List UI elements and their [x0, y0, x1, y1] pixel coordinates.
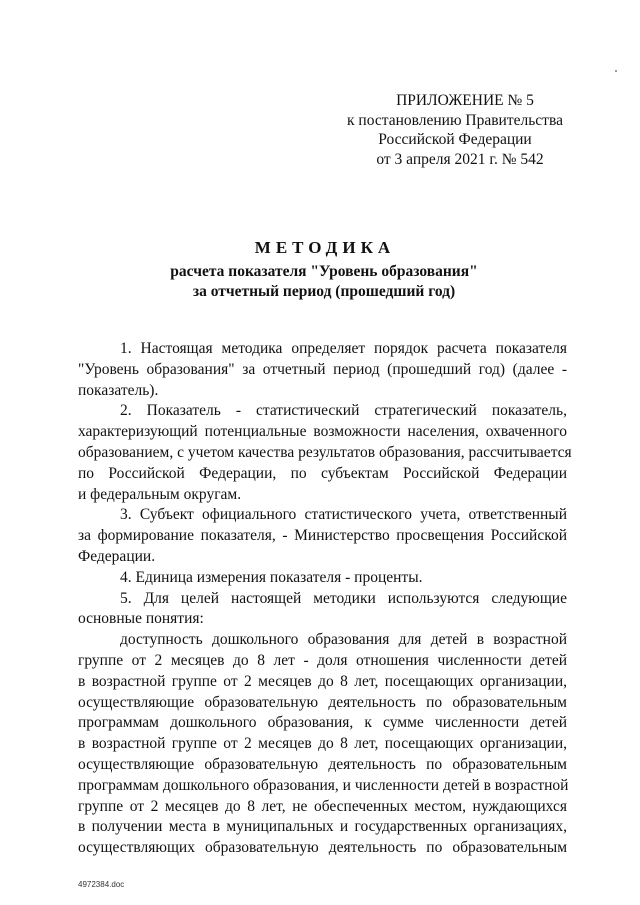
scan-speck: [615, 70, 617, 72]
file-name-footer: 4972384.doc: [78, 880, 125, 889]
subtitle-line-2: за отчетный период (прошедший год): [192, 283, 456, 300]
body-line: 4. Единица измерения показателя - проценты.: [120, 568, 423, 586]
body-line: 2. Показатель - статистический стратегический показатель,: [120, 402, 567, 420]
body-line: осуществляющие образовательную деятельность по образовательным: [78, 755, 567, 773]
body-line: в получении места в муниципальных и государственных организациях,: [78, 818, 567, 836]
annex-number: ПРИЛОЖЕНИЕ № 5: [396, 92, 534, 109]
annex-date-number: от 3 апреля 2021 г. № 542: [376, 150, 544, 168]
annex-government: Российской Федерации: [378, 131, 532, 148]
document-title: МЕТОДИКА: [254, 238, 396, 257]
body-line: и федеральным округам.: [78, 485, 242, 503]
body-line: 1. Настоящая методика определяет порядок расчета показателя: [120, 340, 567, 357]
body-line: основные понятия:: [78, 610, 204, 628]
subtitle-line-1: расчета показателя "Уровень образования": [170, 263, 478, 280]
body-line: показатель).: [78, 381, 159, 399]
body-line: группе от 2 месяцев до 8 лет, не обеспеченных местом, нуждающихся: [78, 797, 567, 815]
body-line: в возрастной группе от 2 месяцев до 8 лет, посещающих организации,: [78, 672, 567, 690]
document-subtitle: [0, 262, 640, 302]
body-line: программам дошкольного образования, к сумме численности детей: [78, 714, 567, 732]
body-line: осуществляющие образовательную деятельность по образовательным: [78, 693, 567, 711]
body-line: осуществляющих образовательную деятельность по образовательным: [78, 839, 567, 857]
body-line: образованием, с учетом качества результатов образования, рассчитывается: [78, 443, 572, 461]
annex-resolution-ref: к постановлению Правительства: [347, 111, 563, 129]
body-line: Федерации.: [78, 547, 156, 565]
body-line: характеризующий потенциальные возможности населения, охваченного: [78, 423, 567, 441]
annex-header: [330, 91, 580, 169]
body-line: за формирование показателя, - Министерство просвещения Российской: [78, 527, 567, 545]
body-line: 3. Субъект официального статистического учета, ответственный: [120, 506, 567, 524]
document-body: [78, 339, 572, 859]
body-line: программам дошкольного образования, и численности детей в возрастной: [78, 776, 569, 794]
body-line: 5. Для целей настоящей методики используются следующие: [120, 589, 567, 607]
body-line: "Уровень образования" за отчетный период (прошедший год) (далее -: [78, 360, 567, 378]
body-line: группе от 2 месяцев до 8 лет - доля отношения численности детей: [78, 651, 567, 669]
body-line: по Российской Федерации, по субъектам Российской Федерации: [78, 464, 567, 482]
body-line: доступность дошкольного образования для детей в возрастной: [120, 631, 567, 649]
body-line: в возрастной группе от 2 месяцев до 8 лет, посещающих организации,: [78, 735, 567, 753]
